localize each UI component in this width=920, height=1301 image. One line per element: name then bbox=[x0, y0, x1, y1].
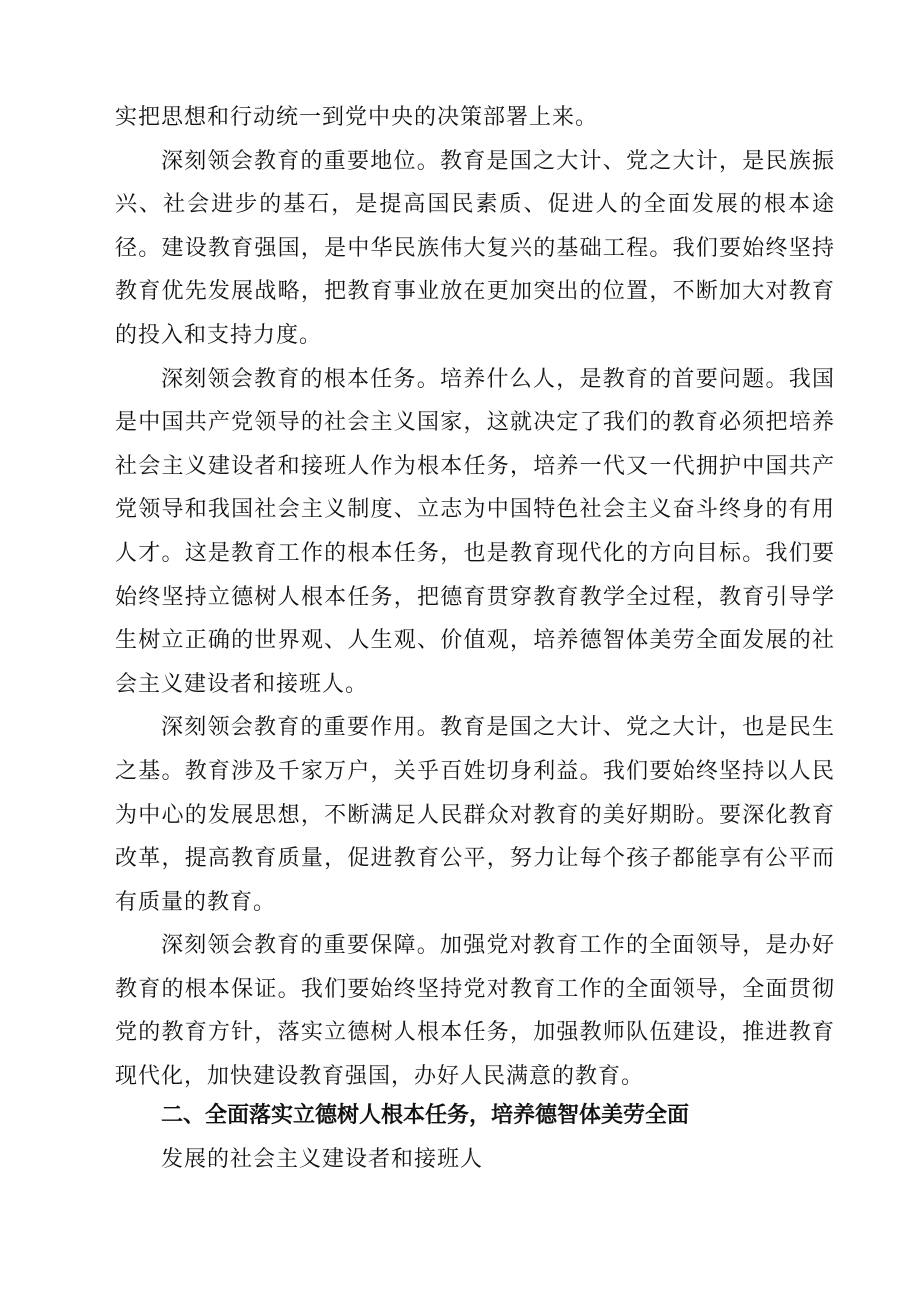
paragraph-education-task: 深刻领会教育的根本任务。培养什么人，是教育的首要问题。我国是中国共产党领导的社会主义国家，这就决定了我们的教育必须把培养社会主义建设者和接班人作为根本任务，培养一代又一代拥护中国共产党领导和我国社会主义制度、立志为中国特色社会主义奋斗终身的有用人才。这是教育工作的根本任务，也是教育现代化的方向目标。我们要始终坚持立德树人根本任务，把德育贯穿教育教学全过程，教育引导学生树立正确的世界观、人生观、价值观，培养德智体美劳全面发展的社会主义建设者和接班人。 bbox=[115, 366, 835, 697]
section-heading: 二、全面落实立德树人根本任务，培养德智体美劳全面 bbox=[161, 1103, 690, 1128]
paragraph-education-role: 深刻领会教育的重要作用。教育是国之大计、党之大计，也是民生之基。教育涉及千家万户，关乎百姓切身利益。我们要始终坚持以人民为中心的发展思想，不断满足人民群众对教育的美好期盼。要深化教育改革，提高教育质量，促进教育公平，努力让每个孩子都能享有公平而有质量的教育。 bbox=[115, 715, 835, 915]
paragraph-education-guarantee: 深刻领会教育的重要保障。加强党对教育工作的全面领导，是办好教育的根本保证。我们要始终坚持党对教育工作的全面领导，全面贯彻党的教育方针，落实立德树人根本任务，加强教师队伍建设，推进教育现代化，加快建设教育强国，办好人民满意的教育。 bbox=[115, 933, 835, 1090]
body-text bbox=[115, 96, 835, 1099]
paragraph-education-status: 深刻领会教育的重要地位。教育是国之大计、党之大计，是民族振兴、社会进步的基石，是提高国民素质、促进人的全面发展的根本途径。建设教育强国，是中华民族伟大复兴的基础工程。我们要始终坚持教育优先发展战略，把教育事业放在更加突出的位置，不断加大对教育的投入和支持力度。 bbox=[115, 148, 835, 348]
section-heading-continuation: 发展的社会主义建设者和接班人 bbox=[161, 1147, 484, 1172]
paragraph-continuation: 实把思想和行动统一到党中央的决策部署上来。 bbox=[115, 105, 599, 130]
